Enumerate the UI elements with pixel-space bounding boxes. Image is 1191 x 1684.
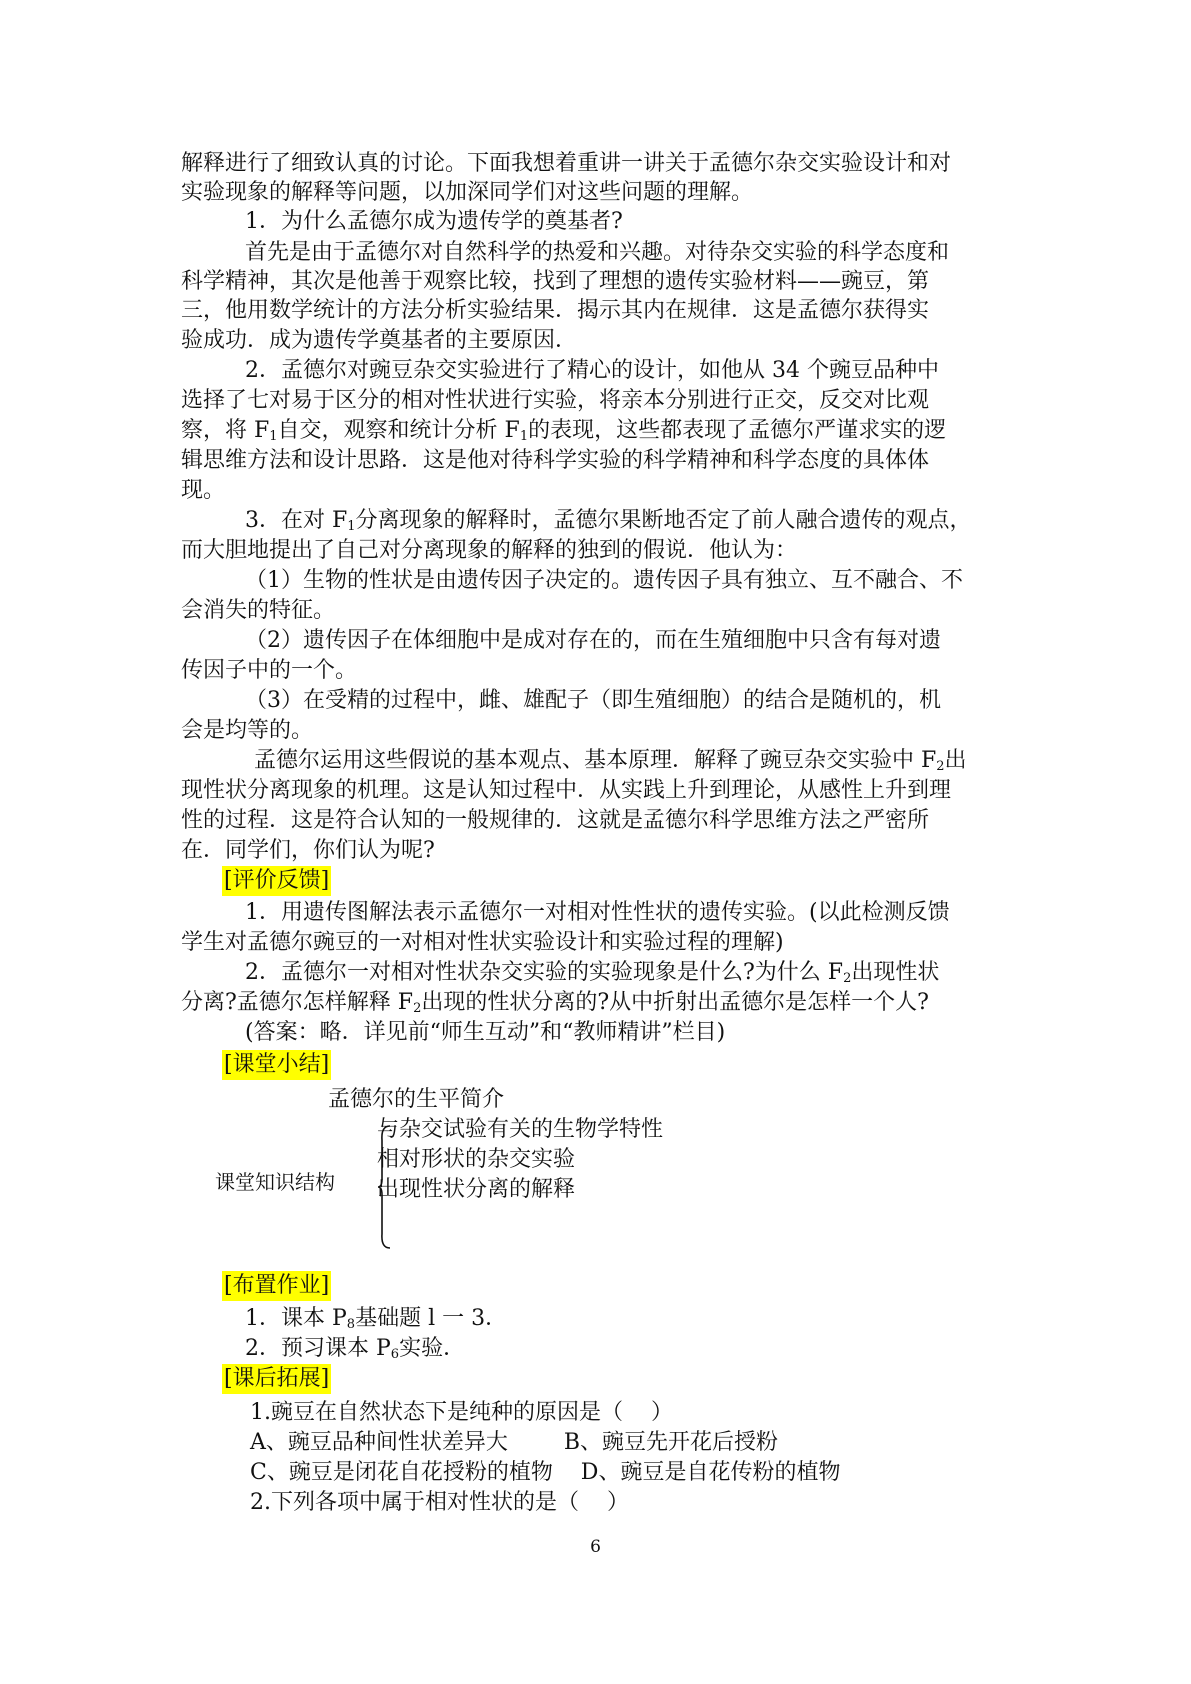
section-heading-homework: [ 布置作业 ] [222, 1271, 331, 1301]
body-line: 孟德尔运用这些假说的基本观点、基本原理．解释了豌豆杂交实验中 $F_2$出 [254, 748, 967, 774]
body-line: 而大胆地提出了自己对分离现象的解释的独到的假说．他认为： [181, 538, 798, 563]
feedback-item: 2．孟德尔一对相对性状杂交实验的实验现象是什么?为什么 $F_2$出现性状 [245, 960, 940, 986]
exercise-options: A、豌豆品种间性状差异大 B、豌豆先开花后授粉 [250, 1430, 779, 1455]
body-line: 验成功．成为遗传学奠基者的主要原因． [181, 328, 578, 353]
body-line: 选择了七对易于区分的相对性状进行实验，将亲本分别进行正交，反交对比观 [181, 388, 930, 413]
body-line: 科学精神，其次是他善于观察比较，找到了理想的遗传实验材料——豌豆，第 [181, 269, 930, 294]
hypothesis-item: （3）在受精的过程中，雌、雄配子（即生殖细胞）的结合是随机的，机 [245, 688, 941, 713]
question-heading-1: 1．为什么孟德尔成为遗传学的奠基者? [245, 209, 623, 234]
body-line: 首先是由于孟德尔对自然科学的热爱和兴趣。对待杂交实验的科学态度和 [245, 240, 950, 265]
body-line: 实验现象的解释等问题，以加深同学们对这些问题的理解。 [181, 180, 754, 205]
structure-item: 出现性状分离的解释 [377, 1177, 576, 1202]
body-line: 解释进行了细致认真的讨论。下面我想着重讲一讲关于孟德尔杂交实验设计和对 [181, 151, 952, 176]
section-heading-extension: [ 课后拓展 ] [222, 1364, 331, 1394]
hypothesis-item: （1）生物的性状是由遗传因子决定的。遗传因子具有独立、互不融合、不 [245, 568, 963, 593]
structure-item: 与杂交试验有关的生物学特性 [377, 1117, 664, 1142]
section-heading-feedback: [ 评价反馈 ] [222, 866, 331, 896]
section-heading-summary: [ 课堂小结 ] [222, 1050, 331, 1080]
body-line: 会是均等的。 [181, 718, 314, 743]
structure-item: 相对形状的杂交实验 [377, 1147, 576, 1172]
feedback-line: 学生对孟德尔豌豆的一对相对性状实验设计和实验过程的理解) [181, 930, 784, 955]
body-line: 会消失的特征。 [181, 598, 336, 623]
exercise-question: 1.豌豆在自然状态下是纯种的原因是（ ） [250, 1400, 673, 1425]
homework-item: 1．课本 $P_8$基础题 l 一 3． [245, 1306, 508, 1332]
body-line: 性的过程．这是符合认知的一般规律的．这就是孟德尔科学思维方法之严密所 [181, 808, 930, 833]
knowledge-structure-label: 课堂知识结构 [215, 1170, 335, 1194]
structure-item: 孟德尔的生平简介 [328, 1087, 505, 1112]
feedback-item: 1．用遗传图解法表示孟德尔一对相对性性状的遗传实验。(以此检测反馈 [245, 900, 950, 925]
question-heading-2: 2．孟德尔对豌豆杂交实验进行了精心的设计，如他从 34 个豌豆品种中 [245, 358, 939, 383]
exercise-question: 2.下列各项中属于相对性状的是（ ） [250, 1490, 629, 1515]
body-line: 辑思维方法和设计思路．这是他对待科学实验的科学精神和科学态度的具体体 [181, 448, 930, 473]
body-line: 现。 [181, 478, 226, 503]
hypothesis-item: （2）遗传因子在体细胞中是成对存在的，而在生殖细胞中只含有每对遗 [245, 628, 941, 653]
homework-item: 2．预习课本 $P_6$实验． [245, 1336, 466, 1362]
body-line: 三，他用数学统计的方法分析实验结果．揭示其内在规律．这是孟德尔获得实 [181, 298, 930, 323]
body-line: 传因子中的一个。 [181, 658, 358, 683]
exercise-options: C、豌豆是闭花自花授粉的植物 D、豌豆是自花传粉的植物 [250, 1460, 841, 1485]
page-number: 6 [590, 1537, 601, 1557]
body-line: 察，将 $F_1$自交，观察和统计分析 $F_1$的表现，这些都表现了孟德尔严谨求实的逻 [181, 418, 947, 444]
question-heading-3: 3．在对 $F_1$分离现象的解释时，孟德尔果断地否定了前人融合遗传的观点， [245, 508, 972, 534]
body-line: 现性状分离现象的机理。这是认知过程中．从实践上升到理论，从感性上升到理 [181, 778, 952, 803]
feedback-line: 分离?孟德尔怎样解释 $F_2$出现的性状分离的?从中折射出孟德尔是怎样一个人? [181, 990, 929, 1016]
feedback-answer: (答案：略．详见前“师生互动”和“教师精讲”栏目) [245, 1020, 726, 1045]
body-line: 在．同学们，你们认为呢? [181, 838, 435, 863]
